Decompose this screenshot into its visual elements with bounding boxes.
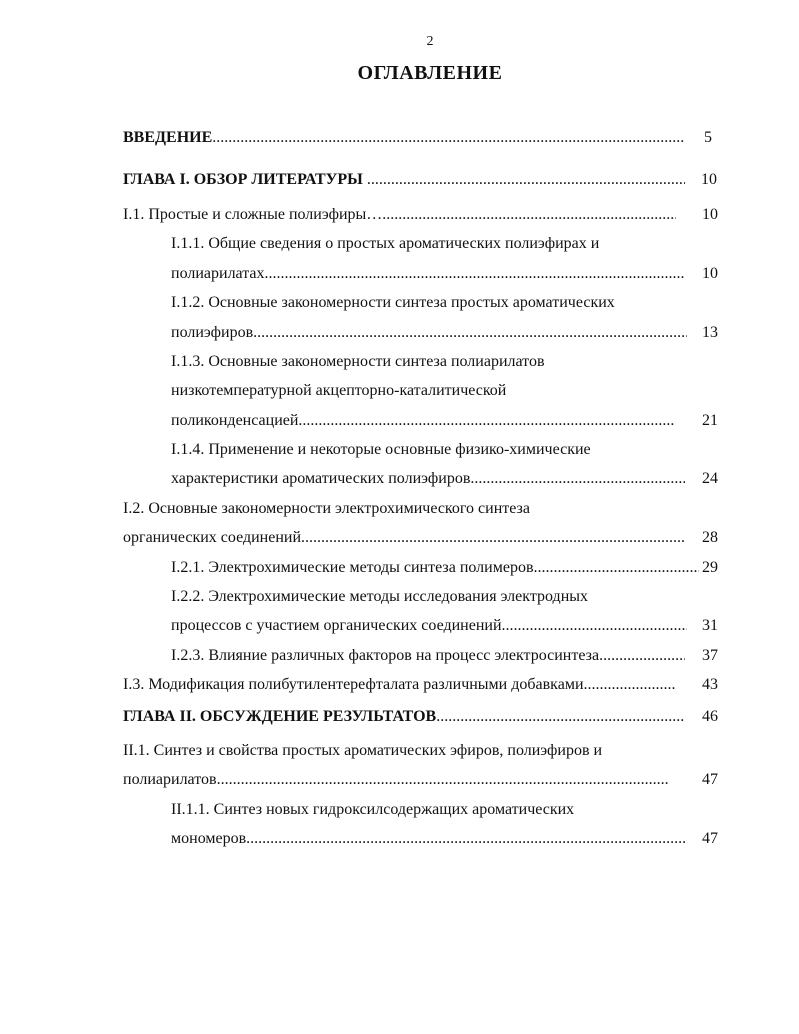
toc-entry-section-1-2-1 — [171, 558, 699, 578]
toc-page-number: 28 — [702, 529, 718, 546]
toc-entry-section-1-1-2 — [171, 323, 687, 343]
toc-entry-section-2-1-1 — [171, 829, 687, 849]
toc-entry-text: I.1.3. Основные закономерности синтеза полиарилатов — [171, 353, 545, 370]
leader-dots — [246, 829, 687, 849]
toc-entry-section-1-1 — [123, 205, 676, 225]
toc-entry-section-1-1-1 — [171, 264, 685, 284]
toc-entry-text: органических соединений — [123, 529, 302, 546]
toc-entry-section-1-1-3 — [171, 411, 675, 431]
leader-dots — [599, 646, 685, 666]
leader-dots — [390, 205, 676, 225]
toc-page-number: 5 — [704, 129, 712, 146]
toc-page-number: 46 — [702, 708, 718, 725]
toc-entry-text: I.3. Модификация полибутилентерефталата различными добавками — [123, 676, 584, 693]
toc-entry-text: I.2. Основные закономерности электрохимического синтеза — [123, 500, 530, 517]
toc-page-number: 37 — [702, 647, 718, 664]
toc-page-number: 13 — [702, 324, 718, 341]
toc-entry-text: I.2.1. Электрохимические методы синтеза полимеров — [171, 559, 534, 576]
toc-entry-text: полиэфиров — [171, 324, 254, 341]
toc-page-number: 10 — [701, 171, 717, 188]
toc-entry-chapter-2 — [123, 707, 685, 727]
toc-entry-section-1-2-2 — [171, 616, 687, 636]
toc-entry-text: ВВЕДЕНИЕ — [123, 129, 213, 146]
toc-entry-text: I.2.2. Электрохимические методы исследования электродных — [171, 588, 589, 605]
toc-page-number: 10 — [702, 265, 718, 282]
leader-dots — [363, 170, 685, 190]
toc-entry-section-1-3 — [123, 675, 675, 695]
toc-entry-text: поликонденсацией — [171, 412, 299, 429]
toc-page-number: 43 — [702, 676, 718, 693]
toc-entry-text: процессов с участием органических соединений — [171, 617, 502, 634]
page-title: ОГЛАВЛЕНИЕ — [357, 62, 503, 84]
toc-entry-text: полиарилатов — [123, 771, 217, 788]
toc-entry-text: I.1.1. Общие сведения о простых ароматических полиэфирах и — [171, 235, 600, 252]
toc-entry-text: ГЛАВА I. ОБЗОР ЛИТЕРАТУРЫ — [123, 171, 363, 188]
toc-entry-text: ГЛАВА II. ОБСУЖДЕНИЕ РЕЗУЛЬТАТОВ — [123, 708, 437, 725]
page-number: 2 — [426, 34, 434, 49]
leader-dots — [298, 411, 675, 431]
toc-entry-section-1-2 — [123, 528, 685, 548]
leader-dots — [502, 616, 687, 636]
toc-entry-section-1-2-3 — [171, 646, 685, 666]
toc-entry-text: низкотемпературной акцепторно-каталитической — [171, 382, 507, 399]
toc-page-number: 31 — [702, 617, 718, 634]
leader-dots — [436, 707, 685, 727]
toc-entry-text: характеристики ароматических полиэфиров — [171, 470, 471, 487]
leader-dots — [301, 528, 685, 548]
leader-dots — [212, 128, 685, 148]
toc-entry-text: I.1.2. Основные закономерности синтеза простых ароматических — [171, 294, 615, 311]
toc-page-number: 10 — [702, 206, 718, 223]
toc-entry-text: II.1. Синтез и свойства простых ароматических эфиров, полиэфиров и — [123, 742, 603, 759]
toc-page-number: 47 — [702, 830, 718, 847]
toc-entry-text: I.1.4. Применение и некоторые основные физико-химические — [171, 441, 591, 458]
toc-entry-chapter-1 — [123, 170, 685, 190]
toc-entry-introduction — [123, 128, 685, 148]
toc-entry-section-2-1 — [123, 770, 669, 790]
leader-dots — [265, 264, 685, 284]
toc-entry-text: мономеров — [171, 830, 247, 847]
toc-entry-text: I.1. Простые и сложные полиэфиры….. — [123, 206, 391, 223]
toc-page-number: 47 — [702, 771, 718, 788]
leader-dots — [584, 675, 676, 695]
toc-page-number: 29 — [702, 559, 718, 576]
leader-dots — [534, 558, 699, 578]
leader-dots — [470, 469, 685, 489]
toc-entry-text: I.2.3. Влияние различных факторов на процесс электросинтеза — [171, 647, 600, 664]
leader-dots — [217, 770, 669, 790]
toc-page-number: 21 — [702, 412, 718, 429]
toc-entry-text: II.1.1. Синтез новых гидроксилсодержащих ароматических — [171, 801, 575, 818]
toc-entry-section-1-1-4 — [171, 469, 685, 489]
toc-entry-text: полиарилатах — [171, 265, 265, 282]
toc-page-number: 24 — [702, 470, 718, 487]
leader-dots — [253, 323, 687, 343]
